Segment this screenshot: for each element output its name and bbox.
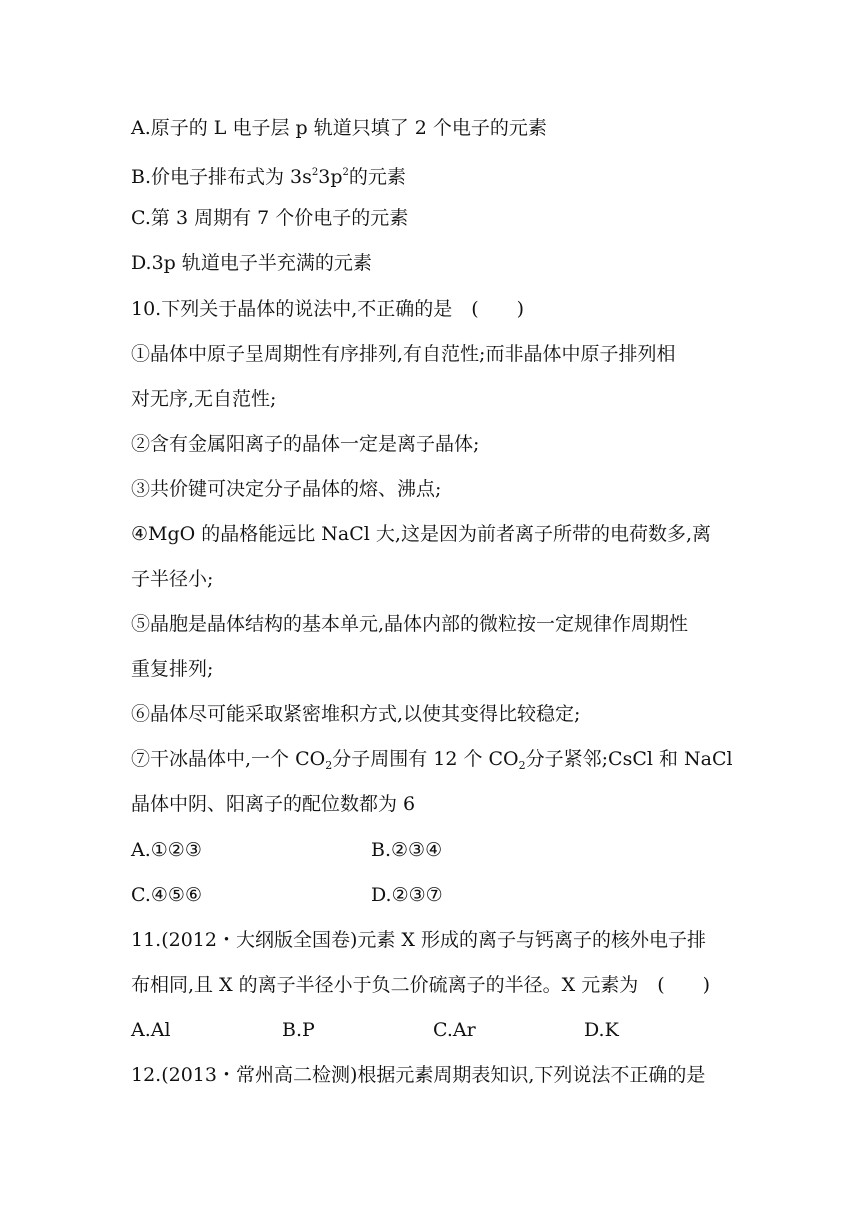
- q9-option-c: C.第 3 周期有 7 个价电子的元素: [131, 207, 409, 229]
- q10-statement-7-line1: [131, 747, 733, 778]
- q9-option-b-post: 的元素: [348, 166, 406, 188]
- q9-option-b: [131, 161, 406, 189]
- q10-statement-2: ②含有金属阳离子的晶体一定是离子晶体;: [131, 433, 480, 455]
- q10-option-d: D.②③⑦: [371, 884, 443, 906]
- q10-statement-5-line2: 重复排列;: [131, 658, 214, 680]
- q10-statement-4-line1: ④MgO 的晶格能远比 NaCl 大,这是因为前者离子所带的电荷数多,离: [131, 523, 711, 545]
- q10-s7-sub2: 2: [518, 759, 526, 772]
- q12-stem-line1: 12.(2013・常州高二检测)根据元素周期表知识,下列说法不正确的是: [131, 1064, 706, 1086]
- q9-option-d: D.3p 轨道电子半充满的元素: [131, 252, 372, 274]
- q10-statement-1-line2: 对无序,无自范性;: [131, 388, 277, 410]
- q10-option-b: B.②③④: [371, 839, 443, 861]
- q10-s7-part-c: 分子紧邻;CsCl 和 NaCl: [525, 748, 733, 770]
- q9-option-b-sup2: 2: [342, 167, 349, 178]
- q11-option-a: A.Al: [131, 1019, 171, 1041]
- q11-stem-line2: 布相同,且 X 的离子半径小于负二价硫离子的半径。X 元素为 ( ): [131, 974, 711, 996]
- q10-s7-part-a: ⑦干冰晶体中,一个 CO: [131, 748, 326, 770]
- q10-option-a: A.①②③: [131, 839, 202, 861]
- q11-option-c: C.Ar: [433, 1019, 476, 1041]
- q11-option-d: D.K: [584, 1019, 619, 1041]
- q10-stem: 10.下列关于晶体的说法中,不正确的是 ( ): [131, 298, 525, 320]
- q10-s7-part-b: 分子周围有 12 个 CO: [332, 748, 519, 770]
- q9-option-a: A.原子的 L 电子层 p 轨道只填了 2 个电子的元素: [131, 117, 547, 139]
- q10-statement-7-line2: 晶体中阴、阳离子的配位数都为 6: [131, 793, 416, 815]
- q10-statement-4-line2: 子半径小;: [131, 568, 214, 590]
- q11-stem-line1: 11.(2012・大纲版全国卷)元素 X 形成的离子与钙离子的核外电子排: [131, 929, 707, 951]
- q10-option-c: C.④⑤⑥: [131, 884, 202, 906]
- q10-statement-6: ⑥晶体尽可能采取紧密堆积方式,以使其变得比较稳定;: [131, 703, 581, 725]
- q9-option-b-pre: B.价电子排布式为 3s: [131, 166, 312, 188]
- q10-statement-1-line1: ①晶体中原子呈周期性有序排列,有自范性;而非晶体中原子排列相: [131, 343, 676, 365]
- q10-statement-5-line1: ⑤晶胞是晶体结构的基本单元,晶体内部的微粒按一定规律作周期性: [131, 613, 689, 635]
- q11-option-b: B.P: [282, 1019, 315, 1041]
- q10-s7-sub1: 2: [325, 759, 333, 772]
- q9-option-b-mid: 3p: [318, 166, 343, 188]
- q10-statement-3: ③共价键可决定分子晶体的熔、沸点;: [131, 478, 442, 500]
- q9-option-b-sup1: 2: [311, 167, 319, 178]
